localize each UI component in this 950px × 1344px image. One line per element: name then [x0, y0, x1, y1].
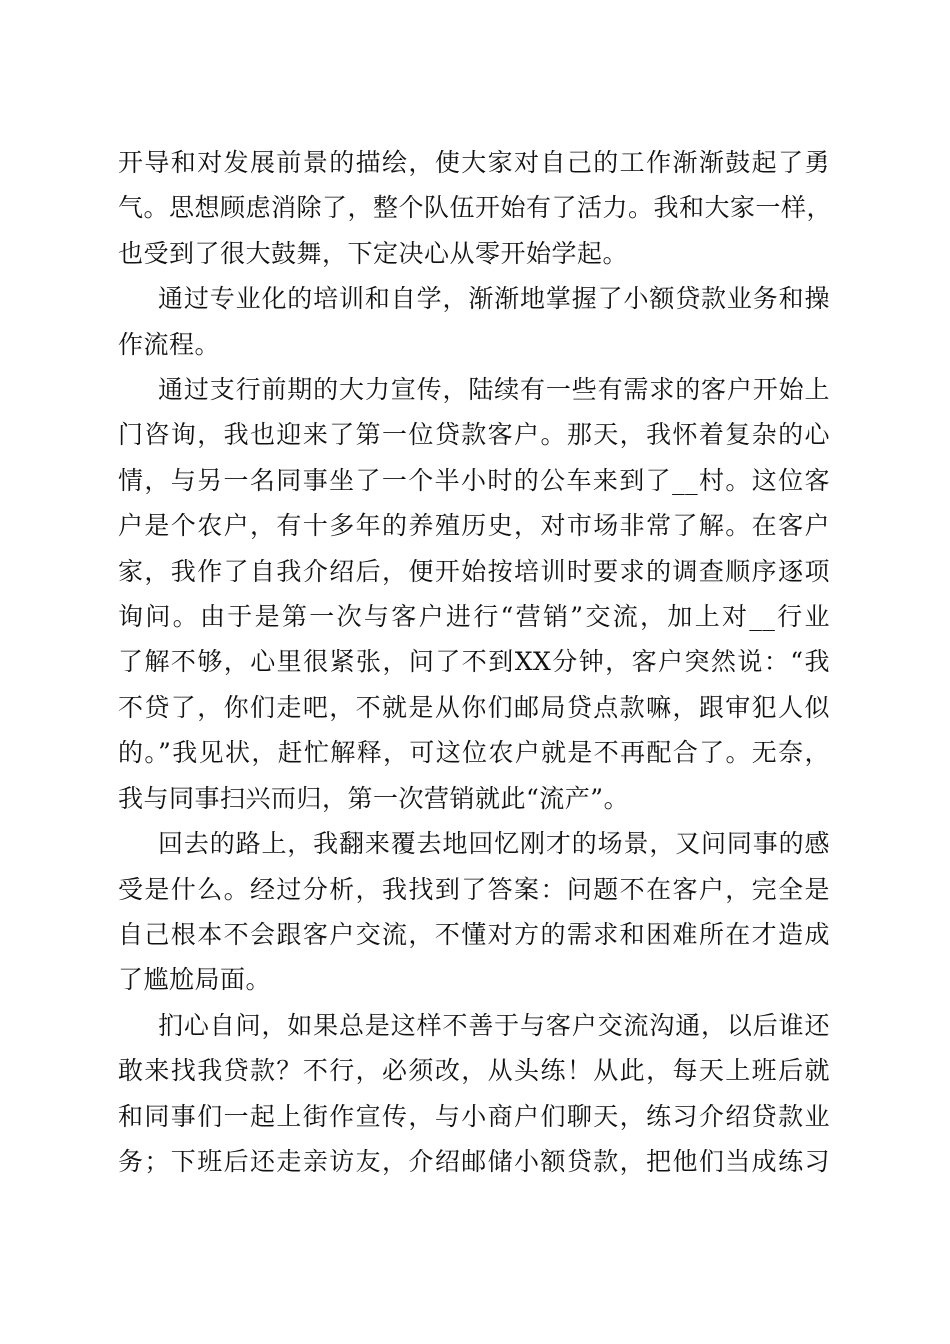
text-line: 情，与另一名同事坐了一个半小时的公车来到了__村。这位客	[118, 465, 830, 495]
text-line: 扪心自问，如果总是这样不善于与客户交流沟通，以后谁还	[158, 1010, 830, 1040]
text-line: 开导和对发展前景的描绘，使大家对自己的工作渐渐鼓起了勇	[118, 148, 830, 177]
text-line: 敢来找我贷款？不行，必须改，从头练！从此，每天上班后就	[118, 1056, 830, 1086]
paragraph	[118, 1003, 830, 1185]
text-line: 不贷了，你们走吧，不就是从你们邮局贷点款嘛，跟审犯人似	[118, 692, 830, 722]
text-line: 户是个农户，有十多年的养殖历史，对市场非常了解。在客户	[118, 511, 830, 541]
paragraph	[118, 140, 833, 276]
text-line: 家，我作了自我介绍后，便开始按培训时要求的调查顺序逐项	[118, 556, 830, 586]
document-body	[118, 140, 833, 1184]
paragraph	[118, 821, 830, 1003]
text-line: 通过专业化的培训和自学，渐渐地掌握了小额贷款业务和操	[158, 284, 830, 314]
text-line: 作流程。	[118, 329, 221, 359]
text-line: 务；下班后还走亲访友，介绍邮储小额贷款，把他们当成练习	[118, 1146, 830, 1176]
text-line: 的。”我见状，赶忙解释，可这位农户就是不再配合了。无奈，	[118, 738, 830, 768]
text-line: 气。思想顾虑消除了，整个队伍开始有了活力。我和大家一样，	[118, 193, 833, 223]
text-line: 我与同事扫兴而归，第一次营销就此“流产”。	[118, 783, 630, 813]
text-line: 受是什么。经过分析，我找到了答案：问题不在客户，完全是	[118, 874, 830, 904]
text-line: 了解不够，心里很紧张，问了不到XX分钟，客户突然说：“我	[118, 647, 830, 677]
text-line: 和同事们一起上街作宣传，与小商户们聊天，练习介绍贷款业	[118, 1101, 830, 1131]
text-line: 门咨询，我也迎来了第一位贷款客户。那天，我怀着复杂的心	[118, 420, 830, 450]
text-line: 回去的路上，我翻来覆去地回忆刚才的场景，又问同事的感	[158, 829, 830, 859]
text-line: 也受到了很大鼓舞，下定决心从零开始学起。	[118, 238, 629, 268]
text-line: 询问。由于是第一次与客户进行“营销”交流，加上对__行业	[118, 602, 830, 632]
paragraph	[118, 276, 830, 367]
paragraph	[118, 367, 830, 821]
text-line: 通过支行前期的大力宣传，陆续有一些有需求的客户开始上	[158, 375, 830, 405]
text-line: 自己根本不会跟客户交流，不懂对方的需求和困难所在才造成	[118, 919, 830, 949]
text-line: 了尴尬局面。	[118, 965, 272, 995]
